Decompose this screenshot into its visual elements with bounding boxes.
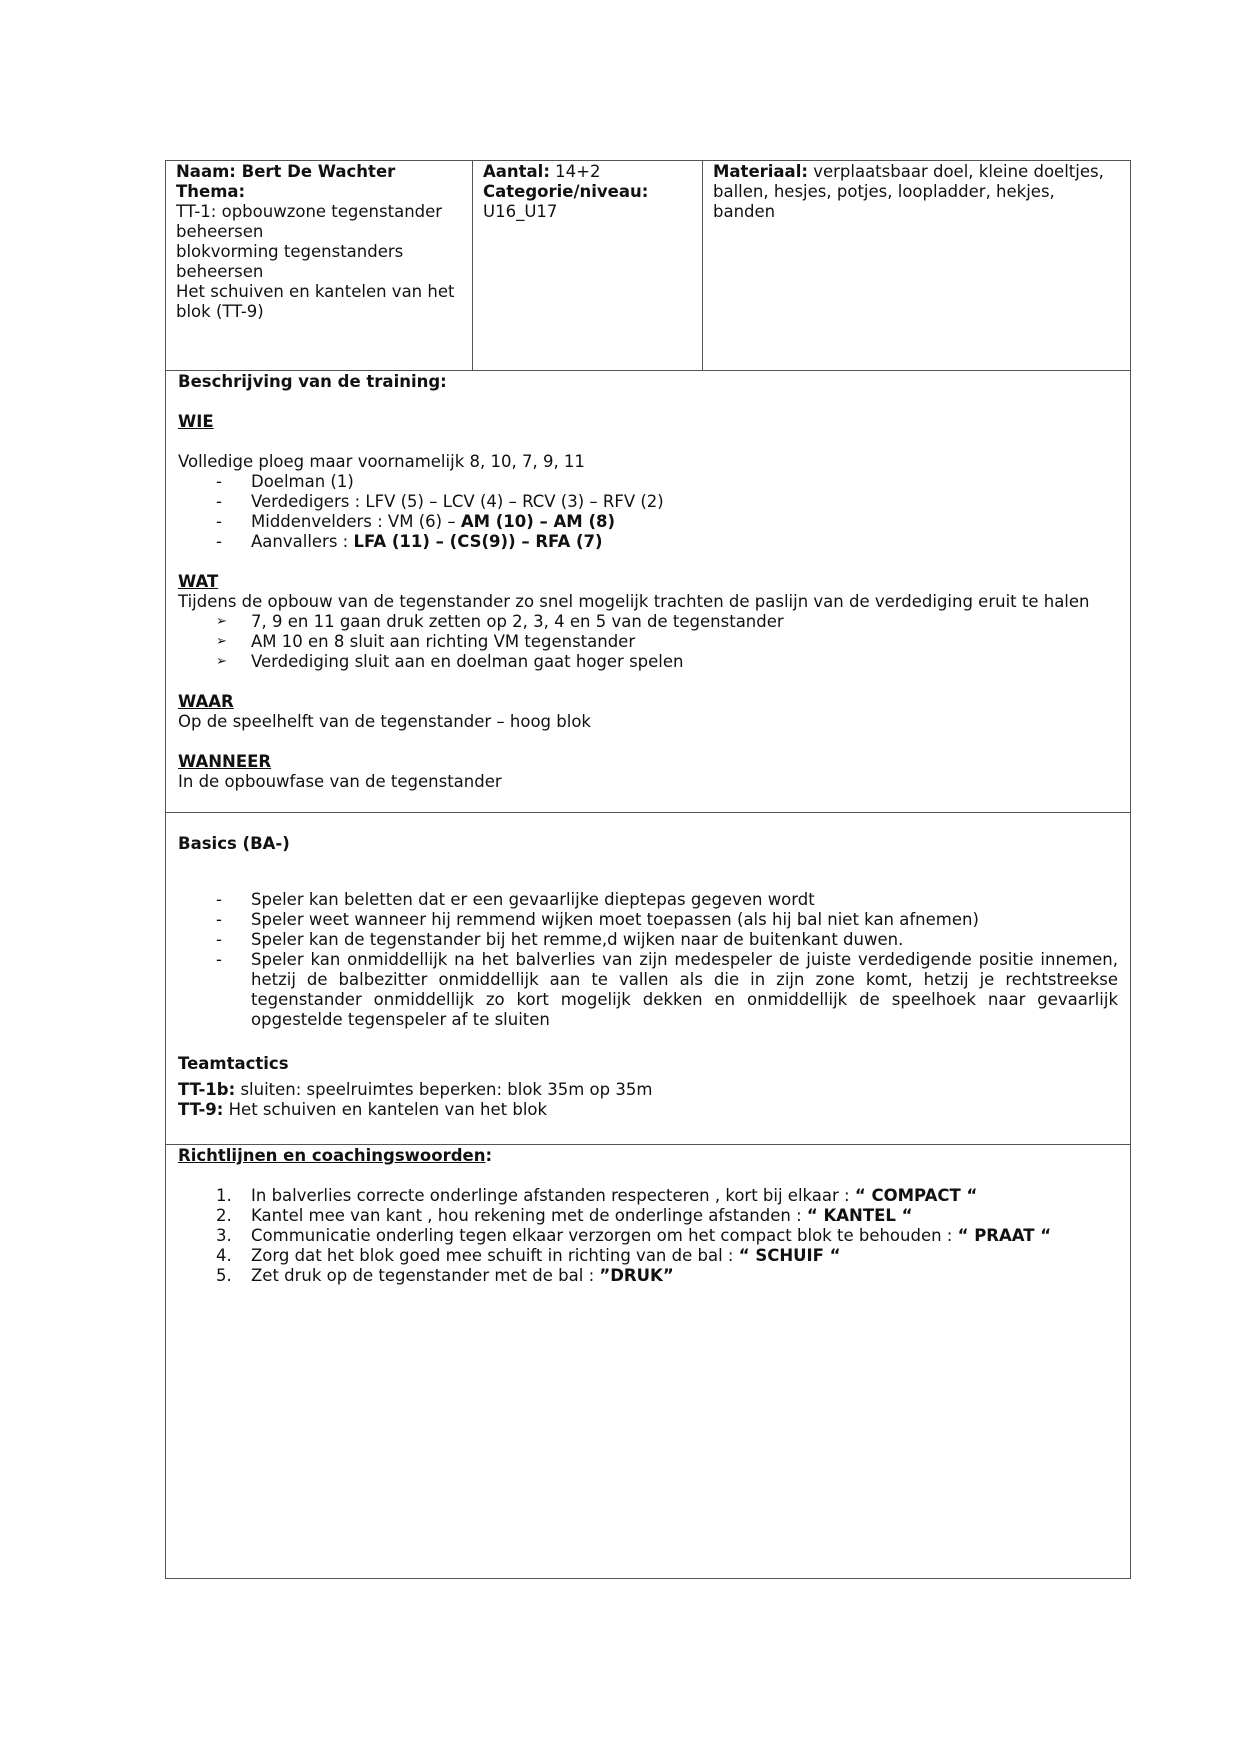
materiaal-line: banden — [713, 202, 776, 221]
waar-text: Op de speelhelft van de tegenstander – hoog blok — [178, 712, 591, 731]
thema-line: beheersen — [176, 222, 264, 241]
thema-line: beheersen — [176, 262, 264, 281]
header-row — [166, 161, 1130, 371]
thema-line: blok (TT-9) — [176, 302, 264, 321]
arrow-bullet-icon: ➢ — [216, 654, 227, 669]
wat-heading: WAT — [178, 572, 219, 591]
aantal-value: 14+2 — [549, 162, 601, 181]
materiaal-line: ballen, hesjes, potjes, loopladder, hekjes, — [713, 182, 1055, 201]
arrow-bullet-icon: ➢ — [216, 634, 227, 649]
thema-line: blokvorming tegenstanders — [176, 242, 404, 261]
thema-line: Het schuiven en kantelen van het — [176, 282, 455, 301]
training-sheet — [165, 160, 1131, 1579]
materiaal-label: Materiaal: — [713, 162, 808, 181]
richtlijnen-title: Richtlijnen en coachingswoorden — [178, 1146, 486, 1165]
list-item: ➢ 7, 9 en 11 gaan druk zetten op 2, 3, 4 en 5 van de tegenstander — [216, 612, 784, 631]
basics-section — [166, 813, 1130, 1145]
categorie-label: Categorie/niveau: — [483, 182, 649, 201]
teamtactics-title: Teamtactics — [178, 1054, 289, 1073]
list-item: 5. Zet druk op de tegenstander met de bal : ”DRUK” — [216, 1266, 674, 1285]
thema-line: TT-1: opbouwzone tegenstander — [176, 202, 443, 221]
list-item: 2. Kantel mee van kant , hou rekening met de onderlinge afstanden : “ KANTEL “ — [216, 1206, 913, 1225]
arrow-bullet-icon: ➢ — [216, 614, 227, 629]
list-item: 1. In balverlies correcte onderlinge afstanden respecteren , kort bij elkaar : “ COMPACT “ — [216, 1186, 978, 1205]
basics-list — [178, 890, 1118, 1030]
richtlijnen-list — [178, 1186, 1118, 1286]
list-item: - Speler kan onmiddellijk na het balverlies van zijn medespeler de juiste verdedigende positie innemen, hetzij de balbezitter onmiddellijk aan te vallen als die in zijn zone komt, hetzij je rechtstreekse tegenstander onmiddellijk zo kort mogelijk dekken en onmiddellijk de speelhoek naar gevaarlijk opgestelde tegenspeler af te sluiten — [216, 950, 1118, 1029]
wat-list — [178, 612, 1118, 672]
list-item: ➢ AM 10 en 8 sluit aan richting VM tegenstander — [216, 632, 636, 651]
list-item: - Speler kan de tegenstander bij het remme,d wijken naar de buitenkant duwen. — [216, 930, 904, 949]
materiaal-cell — [703, 161, 1130, 370]
list-item: - Speler weet wanneer hij remmend wijken moet toepassen (als hij bal niet kan afnemen) — [216, 910, 979, 929]
waar-heading: WAAR — [178, 692, 234, 711]
aantal-categorie-cell — [473, 161, 703, 370]
wie-heading: WIE — [178, 412, 214, 431]
materiaal-line: verplaatsbaar doel, kleine doeltjes, — [807, 162, 1104, 181]
naam-thema-cell — [166, 161, 473, 370]
teamtactics-item: TT-9: Het schuiven en kantelen van het blok — [178, 1100, 548, 1119]
list-item: ➢ Verdediging sluit aan en doelman gaat hoger spelen — [216, 652, 684, 671]
beschrijving-section — [166, 371, 1130, 813]
list-item: - Doelman (1) — [216, 472, 354, 491]
list-item: 3. Communicatie onderling tegen elkaar verzorgen om het compact blok te behouden : “ PRAAT “ — [216, 1226, 1052, 1245]
wat-intro: Tijdens de opbouw van de tegenstander zo snel mogelijk trachten de paslijn van de verdediging eruit te halen — [178, 592, 1090, 611]
wanneer-heading: WANNEER — [178, 752, 272, 771]
list-item: - Middenvelders : VM (6) – AM (10) – AM (8) — [216, 512, 616, 531]
beschrijving-title: Beschrijving van de training: — [178, 372, 447, 391]
richtlijnen-section: Richtlijnen en coachingswoorden: 1. In balverlies correcte onderlinge afstanden respecteren , kort bij elkaar : “ COMPACT “ 2. Kantel mee van kant , hou rekening met de onderlinge afstanden : “ KANTEL “ 3. Communicatie onderling tegen elkaar verzorgen om het compact blok te behouden : “ PRAAT “ 4. Zorg dat het blok goed mee schuift in richting van de bal : “ SCHUIF “ 5. Zet druk op de tegenstander met de bal : ”DRUK” — [166, 1145, 1130, 1578]
list-item: - Verdedigers : LFV (5) – LCV (4) – RCV (3) – RFV (2) — [216, 492, 664, 511]
wie-list — [178, 472, 1118, 552]
list-item: - Speler kan beletten dat er een gevaarlijke dieptepas gegeven wordt — [216, 890, 815, 909]
aantal-label: Aantal: — [483, 162, 550, 181]
list-item: 4. Zorg dat het blok goed mee schuift in richting van de bal : “ SCHUIF “ — [216, 1246, 841, 1265]
teamtactics-item: TT-1b: sluiten: speelruimtes beperken: blok 35m op 35m — [178, 1080, 653, 1099]
categorie-value: U16_U17 — [483, 202, 558, 221]
basics-title: Basics (BA-) — [178, 834, 290, 853]
naam-label: Naam: Bert De Wachter — [176, 162, 396, 181]
wie-intro: Volledige ploeg maar voornamelijk 8, 10, 7, 9, 11 — [178, 452, 585, 471]
list-item: - Aanvallers : LFA (11) – (CS(9)) – RFA (7) — [216, 532, 603, 551]
wanneer-text: In de opbouwfase van de tegenstander — [178, 772, 502, 791]
thema-label: Thema: — [176, 182, 246, 201]
